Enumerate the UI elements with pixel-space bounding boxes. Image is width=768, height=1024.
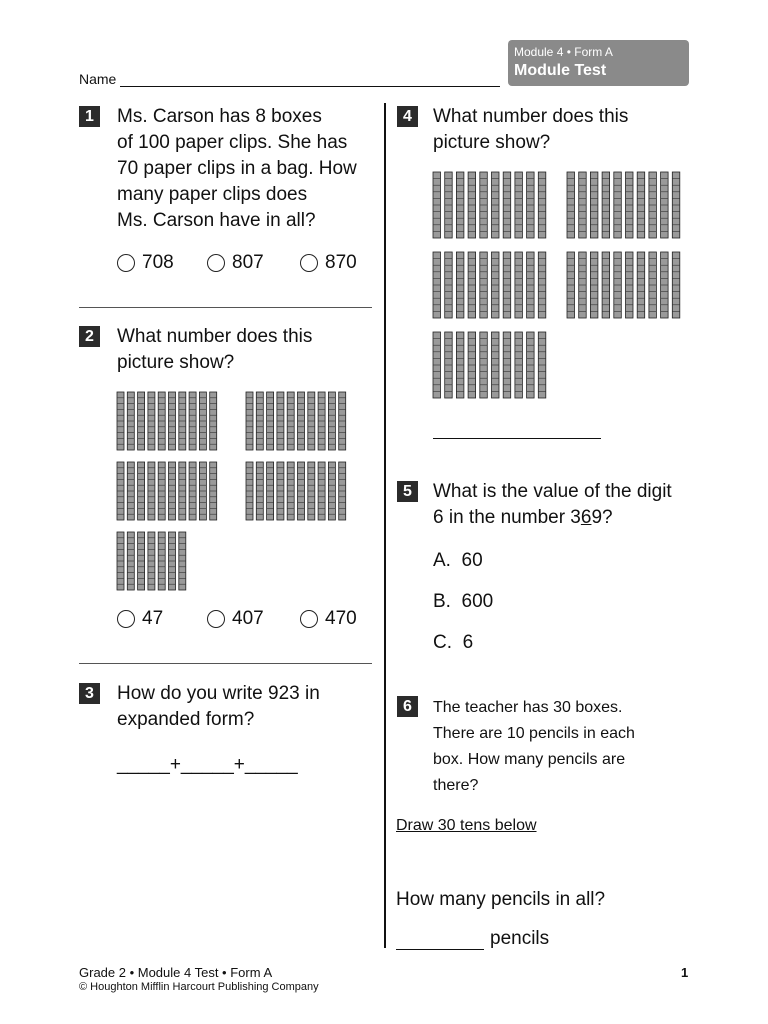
- hundred-flat-rod: [127, 462, 134, 520]
- radio-circle-icon[interactable]: [117, 610, 135, 628]
- hundred-flat-rod: [567, 172, 575, 238]
- question-6-line: box. How many pencils are: [433, 751, 626, 768]
- hundred-flat-rod: [189, 392, 196, 450]
- hundred-flat-rod: [503, 252, 511, 318]
- hundred-flat-rod: [503, 172, 511, 238]
- hundred-flat-rod: [445, 332, 453, 398]
- answer-unit: pencils: [490, 928, 550, 949]
- hundred-flat-rod: [468, 172, 476, 238]
- hundred-flat-rod: [538, 332, 546, 398]
- question-2-text: [117, 324, 379, 376]
- hundred-flat-rod: [199, 462, 206, 520]
- hundred-flat-rod: [602, 172, 610, 238]
- hundred-flat-rod: [579, 252, 587, 318]
- question-1-line: of 100 paper clips. She has: [117, 132, 348, 153]
- question-4-line: What number does this: [433, 106, 629, 127]
- radio-circle-icon[interactable]: [207, 610, 225, 628]
- question-2-choice-a[interactable]: [117, 608, 163, 630]
- question-2-line: picture show?: [117, 352, 235, 373]
- ten-rod: [127, 532, 134, 590]
- hundred-flat-rod: [433, 252, 441, 318]
- hundred-flat-rod: [515, 172, 523, 238]
- hundred-flat-rod: [267, 462, 274, 520]
- question-5-option-a[interactable]: [433, 550, 483, 572]
- hundred-flat-rod: [480, 172, 488, 238]
- question-3-text: [117, 681, 379, 733]
- hundred-flat-rod: [492, 332, 500, 398]
- question-3-line: expanded form?: [117, 709, 255, 730]
- hundred-flat-rod: [527, 332, 535, 398]
- choice-label: 807: [232, 252, 264, 273]
- question-5-option-c[interactable]: [433, 632, 473, 654]
- hundred-flat-rod: [626, 172, 634, 238]
- hundred-flat-rod: [456, 252, 464, 318]
- hundred-flat-rod: [590, 252, 598, 318]
- hundred-flat-rod: [527, 172, 535, 238]
- hundred-flat-rod: [661, 252, 669, 318]
- question-6-line: The teacher has 30 boxes.: [433, 699, 623, 716]
- choice-label: 47: [142, 608, 164, 629]
- question-1-text: [117, 104, 379, 234]
- hundred-flat-rod: [298, 392, 305, 450]
- question-6-text: [433, 695, 703, 799]
- question-1-line: Ms. Carson has 8 boxes: [117, 106, 322, 127]
- hundred-flat-rod: [579, 172, 587, 238]
- hundred-flat-rod: [318, 392, 325, 450]
- hundred-flat-rod: [456, 332, 464, 398]
- hundred-flat-rod: [339, 462, 346, 520]
- choice-label: 470: [325, 608, 357, 629]
- hundred-flat-rod: [169, 392, 176, 450]
- section-divider: [79, 663, 372, 664]
- hundred-flat-rod: [210, 462, 217, 520]
- hundred-flat-rod: [626, 252, 634, 318]
- hundred-flat-rod: [661, 172, 669, 238]
- hundred-flat-rod: [649, 172, 657, 238]
- question-6-followup: How many pencils in all?: [396, 889, 606, 910]
- hundred-flat-rod: [308, 462, 315, 520]
- question-3-number: 3: [79, 683, 100, 704]
- name-label: Name: [79, 71, 117, 87]
- question-5-number: 5: [397, 481, 418, 502]
- choice-label: 870: [325, 252, 357, 273]
- hundred-flat-rod: [328, 392, 335, 450]
- hundred-flat-rod: [445, 252, 453, 318]
- choice-label: 708: [142, 252, 174, 273]
- option-letter: A.: [433, 550, 451, 571]
- hundred-flat-rod: [567, 252, 575, 318]
- hundred-flat-rod: [256, 392, 263, 450]
- hundred-flat-rod: [480, 332, 488, 398]
- question-1-line: Ms. Carson have in all?: [117, 210, 316, 231]
- column-divider: [384, 103, 386, 948]
- footer-text: Grade 2 • Module 4 Test • Form A: [79, 965, 273, 980]
- hundred-flat-rod: [492, 252, 500, 318]
- ten-rod: [138, 532, 145, 590]
- option-letter: C.: [433, 632, 452, 653]
- hundred-flat-rod: [308, 392, 315, 450]
- hundred-flat-rod: [456, 172, 464, 238]
- hundred-flat-rod: [527, 252, 535, 318]
- question-2-choice-b[interactable]: [207, 608, 264, 630]
- hundred-flat-rod: [515, 332, 523, 398]
- question-2-number: 2: [79, 326, 100, 347]
- question-4-line: picture show?: [433, 132, 551, 153]
- hundred-flat-rod: [127, 392, 134, 450]
- hundred-flat-rod: [148, 392, 155, 450]
- question-5-line-part: 9?: [591, 507, 613, 528]
- hundred-flat-rod: [179, 462, 186, 520]
- question-2-choice-c[interactable]: [300, 608, 357, 630]
- hundred-flat-rod: [148, 462, 155, 520]
- hundred-flat-rod: [339, 392, 346, 450]
- ten-rod: [179, 532, 186, 590]
- hundred-flat-rod: [468, 252, 476, 318]
- hundred-flat-rod: [480, 252, 488, 318]
- question-4-number: 4: [397, 106, 418, 127]
- hundred-flat-rod: [138, 462, 145, 520]
- hundred-flat-rod: [672, 172, 680, 238]
- hundred-flat-rod: [503, 332, 511, 398]
- ten-rod: [117, 532, 124, 590]
- question-3-line: How do you write 923 in: [117, 683, 320, 704]
- hundred-flat-rod: [433, 332, 441, 398]
- module-header-box: [508, 40, 689, 86]
- question-5-option-b[interactable]: [433, 591, 493, 613]
- radio-circle-icon[interactable]: [300, 610, 318, 628]
- hundred-flat-rod: [614, 252, 622, 318]
- hundred-flat-rod: [117, 392, 124, 450]
- hundred-flat-rod: [287, 392, 294, 450]
- hundred-flat-rod: [649, 252, 657, 318]
- option-value: 6: [462, 632, 474, 653]
- question-2-line: What number does this: [117, 326, 313, 347]
- radio-circle-icon[interactable]: [117, 254, 135, 272]
- hundred-flat-rod: [538, 252, 546, 318]
- option-letter: B.: [433, 591, 451, 612]
- hundred-flat-rod: [672, 252, 680, 318]
- hundred-flat-rod: [445, 172, 453, 238]
- hundred-flat-rod: [246, 462, 253, 520]
- hundred-flat-rod: [287, 462, 294, 520]
- ten-rod: [158, 532, 165, 590]
- hundred-flat-rod: [138, 392, 145, 450]
- section-divider: [79, 307, 372, 308]
- name-field[interactable]: [120, 86, 500, 87]
- question-1-choice-a[interactable]: [117, 252, 174, 274]
- hundred-flat-rod: [158, 462, 165, 520]
- question-1-choice-b[interactable]: [207, 252, 264, 274]
- hundred-flat-rod: [199, 392, 206, 450]
- hundred-flat-rod: [318, 462, 325, 520]
- question-1-line: 70 paper clips in a bag. How: [117, 158, 357, 179]
- draw-instruction: Draw 30 tens below: [396, 817, 537, 834]
- base-ten-blocks-picture: [433, 172, 693, 402]
- option-value: 60: [461, 550, 483, 571]
- question-6-number: 6: [397, 696, 418, 717]
- question-5-line: What is the value of the digit: [433, 481, 672, 502]
- hundred-flat-rod: [515, 252, 523, 318]
- hundred-flat-rod: [117, 462, 124, 520]
- question-5-line-part: 6 in the number 3: [433, 507, 581, 528]
- hundred-flat-rod: [492, 172, 500, 238]
- hundred-flat-rod: [590, 172, 598, 238]
- ten-rod: [148, 532, 155, 590]
- hundred-flat-rod: [298, 462, 305, 520]
- base-ten-blocks-picture: [117, 392, 357, 592]
- hundred-flat-rod: [328, 462, 335, 520]
- radio-circle-icon[interactable]: [300, 254, 318, 272]
- page-number: 1: [681, 965, 689, 980]
- copyright: © Houghton Mifflin Harcourt Publishing Company: [79, 981, 319, 993]
- hundred-flat-rod: [179, 392, 186, 450]
- question-5-text: [433, 479, 703, 531]
- question-1-line: many paper clips does: [117, 184, 308, 205]
- hundred-flat-rod: [277, 392, 284, 450]
- question-4-text: [433, 104, 703, 156]
- hundred-flat-rod: [538, 172, 546, 238]
- hundred-flat-rod: [256, 462, 263, 520]
- ten-rod: [169, 532, 176, 590]
- question-6-line: There are 10 pencils in each: [433, 725, 635, 742]
- question-1-number: 1: [79, 106, 100, 127]
- option-value: 600: [461, 591, 494, 612]
- hundred-flat-rod: [637, 252, 645, 318]
- expanded-form-answer-field[interactable]: _____+_____+_____: [117, 754, 298, 775]
- radio-circle-icon[interactable]: [207, 254, 225, 272]
- question-6-answer-row: [396, 926, 549, 952]
- hundred-flat-rod: [614, 172, 622, 238]
- hundred-flat-rod: [267, 392, 274, 450]
- question-6-answer-field[interactable]: [396, 949, 484, 950]
- module-subtitle: Module 4 • Form A: [514, 45, 613, 59]
- underlined-digit: 6: [580, 507, 592, 528]
- hundred-flat-rod: [189, 462, 196, 520]
- hundred-flat-rod: [433, 172, 441, 238]
- hundred-flat-rod: [277, 462, 284, 520]
- hundred-flat-rod: [210, 392, 217, 450]
- module-title: Module Test: [514, 62, 607, 79]
- question-4-answer-field[interactable]: [433, 438, 601, 439]
- question-6-line: there?: [433, 777, 479, 794]
- hundred-flat-rod: [169, 462, 176, 520]
- choice-label: 407: [232, 608, 264, 629]
- hundred-flat-rod: [246, 392, 253, 450]
- question-5-line: [433, 505, 703, 531]
- hundred-flat-rod: [158, 392, 165, 450]
- question-1-choice-c[interactable]: [300, 252, 357, 274]
- hundred-flat-rod: [637, 172, 645, 238]
- hundred-flat-rod: [468, 332, 476, 398]
- hundred-flat-rod: [602, 252, 610, 318]
